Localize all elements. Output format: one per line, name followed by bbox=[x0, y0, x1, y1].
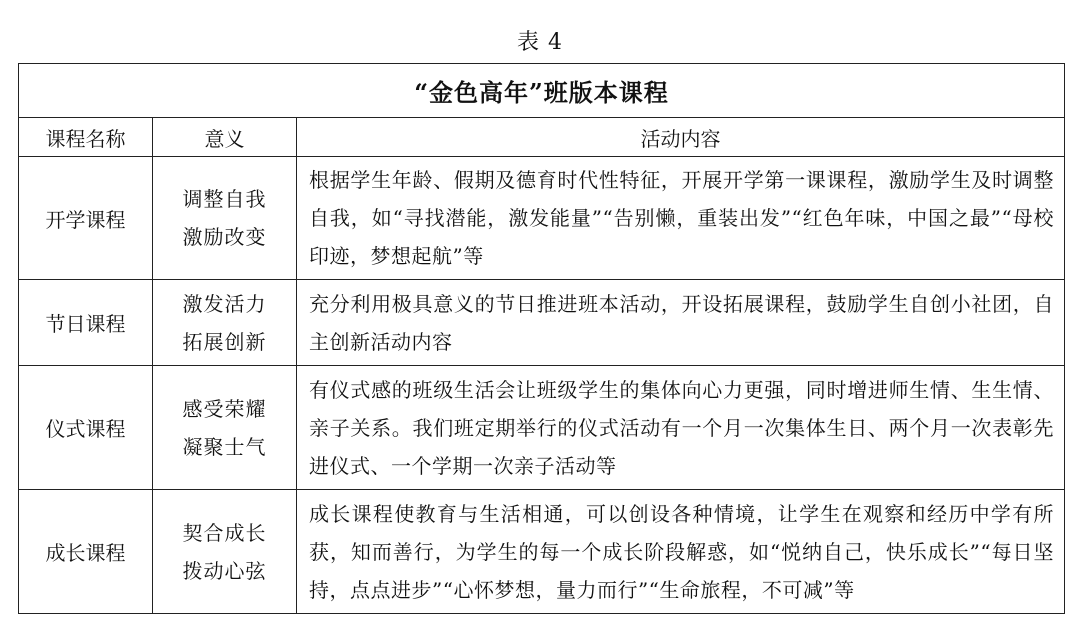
activity-content-cell: 有仪式感的班级生活会让班级学生的集体向心力更强，同时增进师生情、生生情、亲子关系。我们班定期举行的仪式活动有一个月一次集体生日、两个月一次表彰先进仪式、一个学期一次亲子活动等 bbox=[297, 366, 1065, 490]
course-table bbox=[18, 63, 1065, 614]
table-row bbox=[19, 490, 1065, 614]
meaning-cell bbox=[153, 157, 297, 280]
table-caption: 表 4 bbox=[517, 30, 563, 55]
table-row bbox=[19, 366, 1065, 490]
course-name-cell: 仪式课程 bbox=[19, 366, 153, 490]
meaning-line: 契合成长 bbox=[182, 520, 267, 545]
header-course-name: 课程名称 bbox=[19, 118, 153, 157]
activity-content-cell: 成长课程使教育与生活相通，可以创设各种情境，让学生在观察和经历中学有所获，知而善行，为学生的每一个成长阶段解惑，如“悦纳自己，快乐成长”“每日坚持，点点进步”“心怀梦想，量力而行”“生命旅程，不可减”等 bbox=[297, 490, 1065, 614]
course-name-cell: 开学课程 bbox=[19, 157, 153, 280]
meaning-line: 调整自我 bbox=[182, 187, 267, 211]
meaning-line: 感受荣耀 bbox=[182, 396, 267, 421]
activity-content-cell: 根据学生年龄、假期及德育时代性特征，开展开学第一课课程，激励学生及时调整自我，如“寻找潜能，激发能量”“告别懒，重装出发”“红色年味，中国之最”“母校印迹，梦想起航”等 bbox=[297, 157, 1065, 280]
meaning-line: 激励改变 bbox=[182, 225, 267, 249]
meaning-line: 激发活力 bbox=[182, 291, 267, 316]
table-title: “金色高年”班版本课程 bbox=[19, 64, 1065, 118]
course-name-cell: 成长课程 bbox=[19, 490, 153, 614]
header-meaning: 意义 bbox=[153, 118, 297, 157]
course-name-cell: 节日课程 bbox=[19, 280, 153, 366]
table-row bbox=[19, 157, 1065, 280]
header-activity-content: 活动内容 bbox=[297, 118, 1065, 157]
meaning-cell bbox=[153, 490, 297, 614]
meaning-cell bbox=[153, 366, 297, 490]
table-row bbox=[19, 280, 1065, 366]
meaning-line: 凝聚士气 bbox=[182, 434, 267, 459]
activity-content-cell: 充分利用极具意义的节日推进班本活动，开设拓展课程，鼓励学生自创小社团，自主创新活动内容 bbox=[297, 280, 1065, 366]
meaning-line: 拓展创新 bbox=[182, 329, 267, 354]
header-row bbox=[19, 118, 1065, 157]
meaning-line: 拨动心弦 bbox=[182, 558, 267, 583]
meaning-cell bbox=[153, 280, 297, 366]
